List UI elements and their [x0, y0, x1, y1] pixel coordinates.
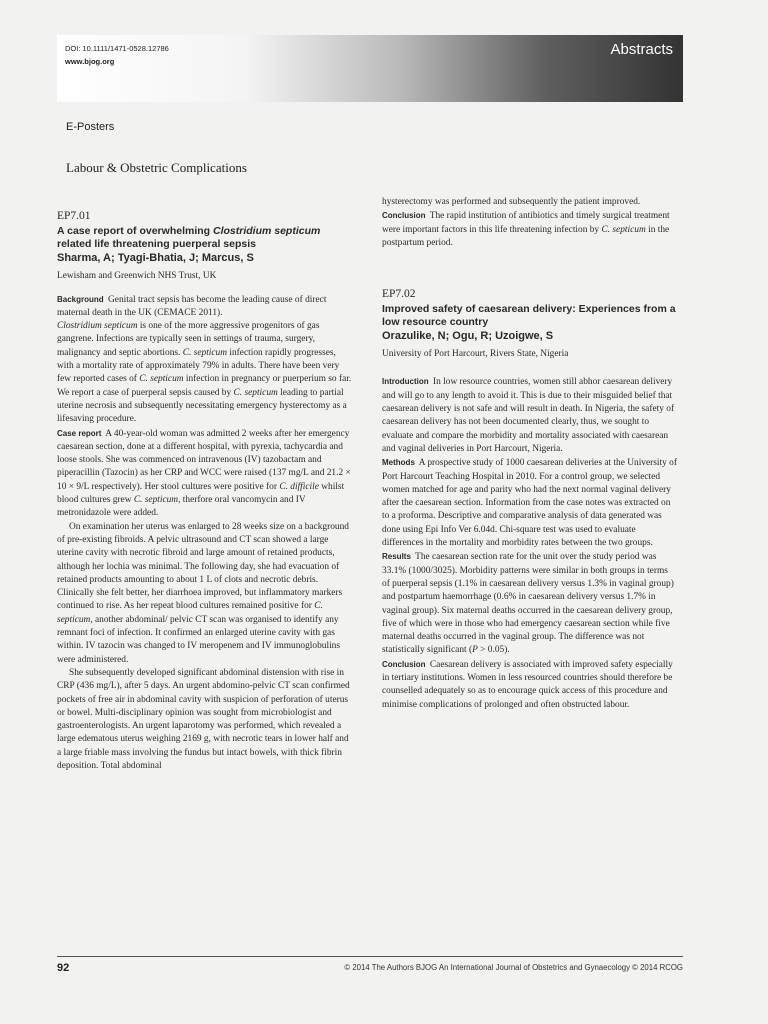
- methods-paragraph: Methods A prospective study of 1000 caesarean deliveries at the University of Port Harcourt Teaching Hospital in 2010. For a control group, we selected women matched for age and parity who had the next normal vaginal delivery after the caesarean section. Information from the case notes was extracted on to a proforma. Descriptive and comparative analysis of data generated was done using Epi Info Ver 6.04d. Chi-square test was used to evaluate differences in the mortality and morbidity rates between the two groups.: [382, 458, 677, 549]
- abstract-title: Improved safety of caesarean delivery: Experiences from a low resource country: [382, 303, 676, 329]
- abstract-spacer: [382, 250, 678, 288]
- abstract-authors: Sharma, A; Tyagi-Bhatia, J; Marcus, S: [57, 252, 254, 265]
- abstract-title: A case report of overwhelming Clostridium septicum related life threatening puerperal sepsis: [57, 225, 321, 251]
- continued-paragraph: hysterectomy was performed and subsequently the patient improved.: [382, 197, 641, 207]
- examination-paragraph: On examination her uterus was enlarged to 28 weeks size on a background of pre-existing fibroids. A pelvic ultrasound and CT scan showed a large uterine cavity with necrotic fibroid and large amount of retained products, although her lochia was minimal. The following day, she had evacuation of retained products amounting to about 1 L of clots and necrotic debris.: [57, 521, 349, 585]
- journal-header-band: [57, 35, 683, 102]
- clinical-course-paragraph: Clinically she felt better, her diarrhoea improved, but inflammatory markers continued to rise. As her repeat blood cultures remained positive for C. septicum, another abdominal/ pelvic CT scan was organised to identify any remnant foci of infection. It confirmed an enlarged uterine cavity with gas within. IV tazocin was changed to IV meropenem and IV immunoglobulins were administered.: [57, 588, 343, 665]
- abstract-affiliation: Lewisham and Greenwich NHS Trust, UK: [57, 271, 217, 282]
- column-right: [382, 196, 678, 712]
- case-report-paragraph: Case report A 40-year-old woman was admitted 2 weeks after her emergency caesarean section, done at a different hospital, with pyrexia, tachycardia and loose stools. She was commenced on intravenous (IV) tazobactam and piperacillin (Tazocin) as her CRP and WCC were raised (137 mg/L and 21.2 × 10 × 9/L respectively). Her stool cultures were positive for C. difficile whilst blood cultures grew C. septicum, therfore oral vancomycin and IV metronidazole were added.: [57, 428, 351, 519]
- abstract-affiliation: University of Port Harcourt, Rivers State, Nigeria: [382, 349, 569, 360]
- footer-divider: [57, 956, 683, 957]
- abstract-id: EP7.01: [57, 210, 91, 222]
- page-number: 92: [57, 962, 70, 974]
- conclusion-paragraph: Conclusion Caesarean delivery is associated with improved safety especially in tertiary institutions. Women in less resourced countries should therefore be counselled adequately so as to encourage quick access of this procedure and minimise complications of prolonged and often obstructed labour.: [382, 659, 673, 710]
- column-left: [57, 210, 353, 773]
- abstract-authors: Orazulike, N; Ogu, R; Uzoigwe, S: [382, 330, 554, 343]
- subsection-title: Labour & Obstetric Complications: [66, 160, 247, 175]
- copyright-text: © 2014 The Authors BJOG An International Journal of Obstetrics and Gynaecology © 2014 RCOG: [344, 963, 683, 972]
- results-paragraph: Results The caesarean section rate for the unit over the study period was 33.1% (1000/3025). Morbidity patterns were similar in both groups in terms of puerperal sepsis (1.1% in caesarean delivery versus 1.3% in vaginal group) and postpartum haemorrhage (0.6% in caesarean delivery versus 1.7% in vaginal group). Six maternal deaths occurred in the caesarean delivery group, five of which were in those who had emergency caesarean section while five maternal deaths occurred in the vaginal group. The difference was not statistically significant (P > 0.05).: [382, 552, 674, 656]
- introduction-paragraph: Introduction In low resource countries, women still abhor caesarean delivery and will go to any length to avoid it. This is due to their misguided belief that caesarean delivery is not safe and will result in death. In Nigeria, the safety of caesarean delivery has not been documented clearly, thus, we sought to evaluate and compare the morbidity and mortality associated with caesarean and vaginal deliveries in Port Harcourt, Nigeria.: [382, 377, 675, 454]
- journal-website-link[interactable]: www.bjog.org: [65, 57, 115, 66]
- section-band-title: Abstracts: [610, 41, 673, 58]
- conclusion-paragraph: Conclusion The rapid institution of antibiotics and timely surgical treatment were important factors in this life threatening infection by C. septicum in the postpartum period.: [382, 211, 670, 248]
- background-paragraph: Background Genital tract sepsis has become the leading cause of direct maternal death in the UK (CEMACE 2011). Clostridium septicum is one of the more aggressive progenitors of gas gangrene. Infections are typically seen in settings of trauma, surgery, malignancy and septic abortions. C. septicum infection rapidly progresses, with a mortality rate of approximately 79% in adults. There have been very few reported cases of C. septicum infection in pregnancy or puerperium so far. We report a case of puerperal sepsis caused by C. septicum leading to partial uterine necrosis and subsequently necessitating emergency hysterectomy as a lifesaving procedure.: [57, 294, 352, 425]
- surgery-paragraph: She subsequently developed significant abdominal distension with rise in CRP (436 mg/L), after 5 days. An urgent abdomino-pelvic CT scan confirmed pockets of free air in abdominal cavity with suspicion of perforation of uterus or bowel. Multi-disciplinary opinion was sought from microbiologist and gastroenterologists. An urgent laparotomy was performed, which revealed a large edematous uterus weighing 2169 g, with necrotic tears in lower half and a large friable mass involving the fundus but intact bowels, with thick fibrin deposition. Total abdominal: [57, 667, 350, 771]
- section-title: E-Posters: [66, 121, 115, 133]
- abstract-id: EP7.02: [382, 288, 416, 301]
- doi-text: DOI: 10.1111/1471-0528.12786: [65, 44, 169, 53]
